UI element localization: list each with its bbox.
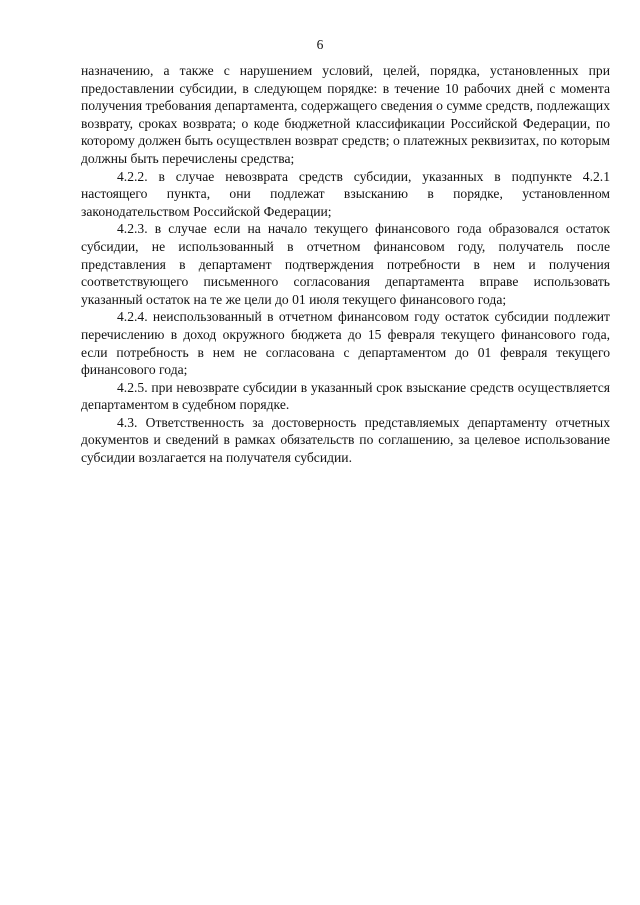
paragraph-4-2-5: 4.2.5. при невозврате субсидии в указанный срок взыскание средств осуществляется департаментом в судебном порядке. bbox=[81, 379, 610, 413]
paragraph-continuation: назначению, а также с нарушением условий, целей, порядка, установленных при предоставлении субсидии, в следующем порядке: в течение 10 рабочих дней с момента получения требования департамента, содержащего сведения о сумме средств, подлежащих возврату, сроках возврата; о коде бюджетной классификации Российской Федерации, по которому должен быть осуществлен возврат средств; о платежных реквизитах, по которым должны быть перечислены средства; bbox=[81, 63, 610, 166]
paragraph-4-2-4: 4.2.4. неиспользованный в отчетном финансовом году остаток субсидии подлежит перечислению в доход окружного бюджета до 15 февраля текущего финансового года, если потребность в нем не согласована с департаментом до 01 февраля текущего финансового года; bbox=[81, 309, 610, 378]
paragraph-4-2-3: 4.2.3. в случае если на начало текущего финансового года образовался остаток субсидии, не использованный в отчетном финансовом году, получатель после представления в департамент подтверждения потребности в нем и получения соответствующего письменного согласования департамента вправе использовать указанный остаток на те же цели до 01 июля текущего финансового года; bbox=[81, 221, 610, 307]
page-number: 6 bbox=[316, 37, 324, 52]
paragraph-4-3: 4.3. Ответственность за достоверность представляемых департаменту отчетных документов и сведений в рамках обязательств по соглашению, за целевое использование субсидии возлагается на получателя субсидии. bbox=[81, 414, 610, 466]
document-body bbox=[81, 62, 610, 467]
paragraph-4-2-2: 4.2.2. в случае невозврата средств субсидии, указанных в подпункте 4.2.1 настоящего пункта, они подлежат взысканию в порядке, установленном законодательством Российской Федерации; bbox=[81, 168, 610, 219]
